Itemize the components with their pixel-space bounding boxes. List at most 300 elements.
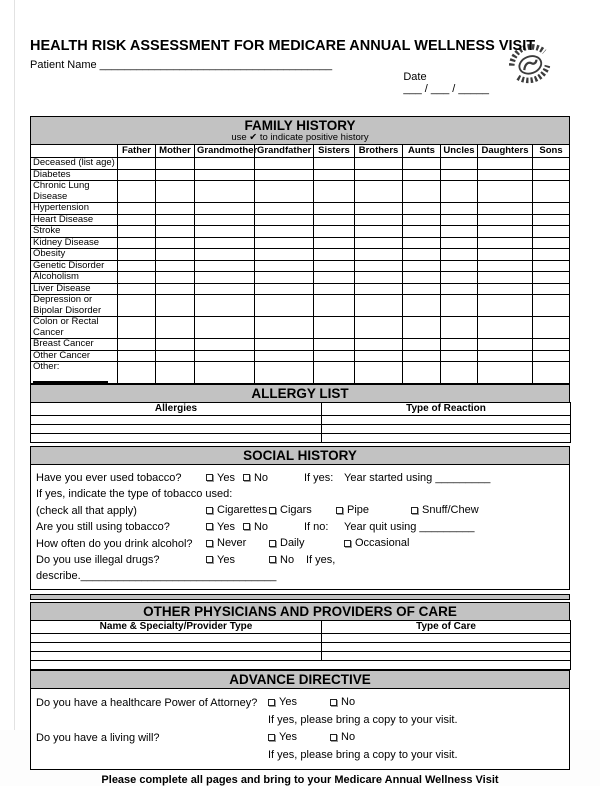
check-cell-stroke-grandmother[interactable] (195, 226, 255, 238)
checkbox-tobacco-type-cigars[interactable] (269, 502, 312, 518)
check-cell-stroke-mother[interactable] (156, 226, 195, 238)
check-cell-depression-or-bipolar-disorder-mother[interactable] (156, 295, 195, 317)
other-write-in-field[interactable] (33, 373, 108, 383)
check-cell-breast-cancer-sons[interactable] (533, 339, 570, 351)
check-cell-diabetes-sons[interactable] (533, 169, 570, 181)
allergy-row (31, 424, 571, 433)
check-cell-chronic-lung-disease-sons[interactable] (533, 181, 570, 203)
describe-field[interactable]: describe.________________________________ (36, 570, 277, 582)
check-cell-colon-or-rectal-cancer-father[interactable] (118, 317, 156, 339)
check-cell-genetic-disorder-uncles[interactable] (441, 260, 478, 272)
check-cell-liver-disease-mother[interactable] (156, 283, 195, 295)
checkbox-icon (330, 699, 337, 706)
row-label: Breast Cancer (31, 339, 118, 351)
family-history-row-hypertension (31, 203, 570, 215)
bring-copy-note: If yes, please bring a copy to your visit. (268, 749, 458, 761)
checkbox-group-tobacco-type (206, 502, 269, 518)
family-history-row-colon-or-rectal-cancer (31, 317, 570, 339)
family-history-header-row (31, 145, 570, 158)
check-cell-liver-disease-father[interactable] (118, 283, 156, 295)
check-cell-depression-or-bipolar-disorder-daughters[interactable] (478, 295, 533, 317)
question-ever-used-tobacco: Have you ever used tobacco? (36, 472, 182, 484)
checkbox-illegal-drugs-no[interactable] (269, 552, 294, 568)
checkbox-icon (206, 540, 213, 547)
checkbox-group-power-of-attorney (268, 694, 330, 711)
check-cell-breast-cancer-uncles[interactable] (441, 339, 478, 351)
advance-directive-header (30, 670, 570, 689)
check-cell-alcoholism-mother[interactable] (156, 272, 195, 284)
checkbox-icon (268, 699, 275, 706)
check-cell-obesity-aunts[interactable] (403, 249, 441, 261)
bring-copy-note: If yes, please bring a copy to your visit. (268, 714, 458, 726)
check-cell-deceased-list-age-grandfather[interactable] (255, 158, 314, 170)
check-cell-kidney-disease-father[interactable] (118, 237, 156, 249)
check-cell-alcoholism-sons[interactable] (533, 272, 570, 284)
check-cell-deceased-list-age-brothers[interactable] (355, 158, 403, 170)
check-cell-alcoholism-brothers[interactable] (355, 272, 403, 284)
social-history-title: SOCIAL HISTORY (243, 447, 357, 463)
check-cell-alcoholism-uncles[interactable] (441, 272, 478, 284)
row-label: Chronic Lung Disease (31, 181, 118, 203)
check-cell-kidney-disease-daughters[interactable] (478, 237, 533, 249)
checkbox-group-still-using-tobacco (206, 519, 304, 535)
check-cell-colon-or-rectal-cancer-daughters[interactable] (478, 317, 533, 339)
checkbox-label: No (341, 696, 356, 708)
checkbox-alcohol-never[interactable] (206, 535, 246, 551)
row-label: Other: (31, 362, 118, 384)
check-cell-depression-or-bipolar-disorder-sons[interactable] (533, 295, 570, 317)
check-cell-genetic-disorder-sons[interactable] (533, 260, 570, 272)
question-power-of-attorney: Do you have a healthcare Power of Attorney? (36, 697, 258, 709)
checkbox-label: Cigarettes (217, 504, 268, 516)
year-quit-field[interactable]: Year quit using _________ (344, 521, 475, 533)
checkbox-illegal-drugs-yes[interactable] (206, 552, 235, 568)
question-row (36, 519, 565, 536)
check-cell-hypertension-daughters[interactable] (478, 203, 533, 215)
check-cell-other-father[interactable] (118, 362, 156, 384)
question-still-using-tobacco: Are you still using tobacco? (36, 521, 170, 533)
physician-row (31, 652, 571, 661)
check-cell-heart-disease-daughters[interactable] (478, 214, 533, 226)
check-cell-chronic-lung-disease-grandfather[interactable] (255, 181, 314, 203)
check-all-note: (check all that apply) (36, 504, 137, 517)
checkbox-label: Yes (217, 553, 235, 566)
row-label: Hypertension (31, 203, 118, 215)
checkbox-group-alcohol (206, 535, 269, 551)
checkbox-alcohol-occasional[interactable] (344, 535, 409, 551)
check-cell-breast-cancer-grandmother[interactable] (195, 339, 255, 351)
checkbox-ever-used-tobacco-yes[interactable] (206, 470, 235, 486)
family-history-col-sons: Sons (533, 145, 570, 158)
check-cell-other-cancer-daughters[interactable] (478, 350, 533, 362)
checkbox-still-using-tobacco-yes[interactable] (206, 519, 235, 535)
row-label: Obesity (31, 249, 118, 261)
allergy-row (31, 415, 571, 424)
family-history-row-diabetes (31, 169, 570, 181)
checkbox-icon (206, 523, 213, 530)
checkbox-living-will-yes[interactable] (268, 729, 297, 746)
check-cell-breast-cancer-sisters[interactable] (314, 339, 355, 351)
allergy-entry-cell-allergies[interactable] (31, 424, 322, 433)
checkbox-alcohol-daily[interactable] (269, 535, 304, 551)
check-cell-breast-cancer-daughters[interactable] (478, 339, 533, 351)
check-cell-other-cancer-grandfather[interactable] (255, 350, 314, 362)
check-cell-deceased-list-age-grandmother[interactable] (195, 158, 255, 170)
check-cell-deceased-list-age-mother[interactable] (156, 158, 195, 170)
check-cell-hypertension-sons[interactable] (533, 203, 570, 215)
patient-name-field[interactable]: ______________________________________ (99, 59, 333, 71)
check-cell-diabetes-brothers[interactable] (355, 169, 403, 181)
page-title: HEALTH RISK ASSESSMENT FOR MEDICARE ANNUAL WELLNESS VISIT (30, 38, 536, 54)
check-cell-breast-cancer-aunts[interactable] (403, 339, 441, 351)
check-cell-other-sons[interactable] (533, 362, 570, 384)
check-cell-liver-disease-sisters[interactable] (314, 283, 355, 295)
check-cell-liver-disease-grandfather[interactable] (255, 283, 314, 295)
check-cell-alcoholism-father[interactable] (118, 272, 156, 284)
checkbox-label: Cigars (280, 504, 312, 516)
check-cell-obesity-father[interactable] (118, 249, 156, 261)
checkbox-group-living-will (330, 729, 363, 746)
check-cell-diabetes-father[interactable] (118, 169, 156, 181)
check-cell-liver-disease-sons[interactable] (533, 283, 570, 295)
family-history-row-liver-disease (31, 283, 570, 295)
physician-entry-cell-name-specialty-provider-type[interactable] (31, 643, 322, 652)
check-cell-other-cancer-sisters[interactable] (314, 350, 355, 362)
checkbox-group-illegal-drugs (269, 552, 306, 568)
row-label: Heart Disease (31, 214, 118, 226)
checkbox-power-of-attorney-no[interactable] (330, 694, 355, 711)
check-cell-kidney-disease-brothers[interactable] (355, 237, 403, 249)
patient-info-row (30, 59, 570, 107)
check-cell-stroke-sons[interactable] (533, 226, 570, 238)
check-cell-breast-cancer-grandfather[interactable] (255, 339, 314, 351)
checkbox-tobacco-type-snuff-chew[interactable] (411, 502, 479, 518)
check-cell-chronic-lung-disease-sisters[interactable] (314, 181, 355, 203)
check-cell-stroke-daughters[interactable] (478, 226, 533, 238)
check-cell-heart-disease-uncles[interactable] (441, 214, 478, 226)
allergy-entry-cell-allergies[interactable] (31, 433, 322, 442)
check-cell-liver-disease-aunts[interactable] (403, 283, 441, 295)
check-cell-hypertension-uncles[interactable] (441, 203, 478, 215)
check-cell-diabetes-sisters[interactable] (314, 169, 355, 181)
family-history-row-alcoholism (31, 272, 570, 284)
check-cell-deceased-list-age-aunts[interactable] (403, 158, 441, 170)
allergy-entry-cell-type-of-reaction[interactable] (322, 424, 571, 433)
checkbox-ever-used-tobacco-no[interactable] (243, 470, 268, 486)
question-row (36, 502, 565, 519)
check-cell-chronic-lung-disease-uncles[interactable] (441, 181, 478, 203)
check-cell-heart-disease-mother[interactable] (156, 214, 195, 226)
row-label: Deceased (list age) (31, 158, 118, 170)
row-label: Other Cancer (31, 350, 118, 362)
check-cell-other-grandmother[interactable] (195, 362, 255, 384)
checkbox-icon (330, 734, 337, 741)
question-row (36, 694, 565, 712)
allergy-entry-cell-allergies[interactable] (31, 415, 322, 424)
check-cell-diabetes-daughters[interactable] (478, 169, 533, 181)
checkbox-icon (206, 507, 213, 514)
checkbox-group-alcohol (344, 535, 417, 551)
check-cell-genetic-disorder-grandfather[interactable] (255, 260, 314, 272)
physician-entry-cell-type-of-care[interactable] (322, 652, 571, 661)
allergy-entry-cell-type-of-reaction[interactable] (322, 415, 571, 424)
physician-entry-cell-type-of-care[interactable] (322, 634, 571, 643)
allergy-col-type-of-reaction: Type of Reaction (322, 402, 571, 415)
check-cell-deceased-list-age-sisters[interactable] (314, 158, 355, 170)
check-cell-hypertension-sisters[interactable] (314, 203, 355, 215)
check-cell-chronic-lung-disease-mother[interactable] (156, 181, 195, 203)
checkbox-group-tobacco-type (269, 502, 336, 518)
check-cell-deceased-list-age-uncles[interactable] (441, 158, 478, 170)
checkbox-group-ever-used-tobacco (206, 470, 304, 486)
check-cell-heart-disease-sons[interactable] (533, 214, 570, 226)
check-cell-alcoholism-daughters[interactable] (478, 272, 533, 284)
check-cell-deceased-list-age-daughters[interactable] (478, 158, 533, 170)
check-cell-chronic-lung-disease-father[interactable] (118, 181, 156, 203)
check-cell-other-mother[interactable] (156, 362, 195, 384)
row-label: Alcoholism (31, 272, 118, 284)
check-cell-alcoholism-grandfather[interactable] (255, 272, 314, 284)
if-no-label: If no: (304, 521, 329, 533)
check-cell-obesity-grandmother[interactable] (195, 249, 255, 261)
checkbox-group-living-will (268, 729, 330, 746)
question-living-will: Do you have a living will? (36, 732, 160, 744)
check-cell-chronic-lung-disease-aunts[interactable] (403, 181, 441, 203)
family-history-col-uncles: Uncles (441, 145, 478, 158)
family-history-row-stroke (31, 226, 570, 238)
question-alcohol: How often do you drink alcohol? (36, 537, 193, 550)
check-cell-depression-or-bipolar-disorder-grandmother[interactable] (195, 295, 255, 317)
check-cell-other-cancer-brothers[interactable] (355, 350, 403, 362)
family-history-row-other (31, 362, 570, 384)
checkbox-tobacco-type-cigarettes[interactable] (206, 502, 267, 518)
check-cell-stroke-father[interactable] (118, 226, 156, 238)
physician-entry-cell-name-specialty-provider-type[interactable] (31, 652, 322, 661)
check-cell-colon-or-rectal-cancer-grandmother[interactable] (195, 317, 255, 339)
check-cell-colon-or-rectal-cancer-brothers[interactable] (355, 317, 403, 339)
check-cell-heart-disease-father[interactable] (118, 214, 156, 226)
check-cell-genetic-disorder-grandmother[interactable] (195, 260, 255, 272)
check-cell-deceased-list-age-father[interactable] (118, 158, 156, 170)
checkbox-icon (344, 540, 351, 547)
check-cell-obesity-mother[interactable] (156, 249, 195, 261)
checkbox-tobacco-type-pipe[interactable] (336, 502, 369, 518)
check-cell-other-cancer-grandmother[interactable] (195, 350, 255, 362)
check-cell-obesity-daughters[interactable] (478, 249, 533, 261)
allergy-col-allergies: Allergies (31, 402, 322, 415)
checkbox-label: Yes (279, 696, 297, 708)
check-cell-hypertension-father[interactable] (118, 203, 156, 215)
check-cell-depression-or-bipolar-disorder-sisters[interactable] (314, 295, 355, 317)
question-row (36, 470, 565, 487)
family-history-header (30, 116, 570, 145)
checkbox-group-alcohol (269, 535, 344, 551)
advance-directive-title: ADVANCE DIRECTIVE (229, 672, 371, 687)
check-cell-other-aunts[interactable] (403, 362, 441, 384)
check-cell-kidney-disease-uncles[interactable] (441, 237, 478, 249)
check-cell-heart-disease-grandmother[interactable] (195, 214, 255, 226)
checkbox-icon (269, 540, 276, 547)
check-cell-depression-or-bipolar-disorder-brothers[interactable] (355, 295, 403, 317)
check-cell-heart-disease-grandfather[interactable] (255, 214, 314, 226)
check-cell-other-brothers[interactable] (355, 362, 403, 384)
check-cell-breast-cancer-brothers[interactable] (355, 339, 403, 351)
check-cell-obesity-grandfather[interactable] (255, 249, 314, 261)
check-cell-colon-or-rectal-cancer-aunts[interactable] (403, 317, 441, 339)
check-cell-kidney-disease-sons[interactable] (533, 237, 570, 249)
check-cell-colon-or-rectal-cancer-sisters[interactable] (314, 317, 355, 339)
check-cell-other-cancer-father[interactable] (118, 350, 156, 362)
family-history-title: FAMILY HISTORY (244, 118, 356, 133)
allergy-entry-cell-type-of-reaction[interactable] (322, 433, 571, 442)
check-cell-other-cancer-mother[interactable] (156, 350, 195, 362)
check-cell-heart-disease-sisters[interactable] (314, 214, 355, 226)
check-cell-colon-or-rectal-cancer-sons[interactable] (533, 317, 570, 339)
check-cell-genetic-disorder-aunts[interactable] (403, 260, 441, 272)
check-cell-deceased-list-age-sons[interactable] (533, 158, 570, 170)
check-cell-obesity-sisters[interactable] (314, 249, 355, 261)
check-cell-other-grandfather[interactable] (255, 362, 314, 384)
question-row (36, 729, 565, 747)
checkbox-label: Pipe (347, 504, 370, 516)
check-cell-chronic-lung-disease-daughters[interactable] (478, 181, 533, 203)
checkbox-label: Never (217, 537, 247, 549)
check-cell-chronic-lung-disease-grandmother[interactable] (195, 181, 255, 203)
question-row (36, 535, 565, 552)
check-cell-other-daughters[interactable] (478, 362, 533, 384)
row-label: Stroke (31, 226, 118, 238)
row-label: Kidney Disease (31, 237, 118, 249)
year-started-field[interactable]: Year started using _________ (344, 472, 491, 484)
check-cell-diabetes-grandmother[interactable] (195, 169, 255, 181)
checkbox-group-power-of-attorney (330, 694, 363, 711)
check-cell-genetic-disorder-mother[interactable] (156, 260, 195, 272)
checkbox-living-will-no[interactable] (330, 729, 355, 746)
checkbox-power-of-attorney-yes[interactable] (268, 694, 297, 711)
check-cell-stroke-uncles[interactable] (441, 226, 478, 238)
date-field[interactable]: ___ / ___ / _____ (403, 83, 489, 95)
check-cell-liver-disease-grandmother[interactable] (195, 283, 255, 295)
family-history-col-grandmother: Grandmother (195, 145, 255, 158)
checkbox-icon (411, 507, 418, 514)
family-history-table (30, 144, 570, 384)
checkbox-icon (206, 474, 213, 481)
physician-entry-cell-type-of-care[interactable] (322, 643, 571, 652)
check-cell-colon-or-rectal-cancer-grandfather[interactable] (255, 317, 314, 339)
physician-row (31, 634, 571, 643)
check-cell-colon-or-rectal-cancer-mother[interactable] (156, 317, 195, 339)
check-cell-stroke-aunts[interactable] (403, 226, 441, 238)
check-cell-liver-disease-brothers[interactable] (355, 283, 403, 295)
family-history-row-genetic-disorder (31, 260, 570, 272)
check-cell-alcoholism-grandmother[interactable] (195, 272, 255, 284)
allergy-table (30, 402, 571, 443)
check-cell-kidney-disease-mother[interactable] (156, 237, 195, 249)
check-cell-colon-or-rectal-cancer-uncles[interactable] (441, 317, 478, 339)
check-cell-kidney-disease-grandmother[interactable] (195, 237, 255, 249)
check-cell-breast-cancer-mother[interactable] (156, 339, 195, 351)
check-cell-genetic-disorder-brothers[interactable] (355, 260, 403, 272)
patient-name-label: Patient Name (30, 59, 97, 71)
allergy-row (31, 433, 571, 442)
family-history-row-breast-cancer (31, 339, 570, 351)
check-cell-diabetes-uncles[interactable] (441, 169, 478, 181)
if-yes-label: If yes: (304, 472, 334, 484)
check-cell-heart-disease-brothers[interactable] (355, 214, 403, 226)
row-label: Depression or Bipolar Disorder (31, 295, 118, 317)
check-cell-depression-or-bipolar-disorder-grandfather[interactable] (255, 295, 314, 317)
check-cell-hypertension-mother[interactable] (156, 203, 195, 215)
check-cell-other-uncles[interactable] (441, 362, 478, 384)
checkbox-still-using-tobacco-no[interactable] (243, 519, 268, 535)
check-cell-stroke-grandfather[interactable] (255, 226, 314, 238)
check-cell-heart-disease-aunts[interactable] (403, 214, 441, 226)
check-cell-liver-disease-daughters[interactable] (478, 283, 533, 295)
check-cell-stroke-brothers[interactable] (355, 226, 403, 238)
check-cell-depression-or-bipolar-disorder-father[interactable] (118, 295, 156, 317)
check-cell-kidney-disease-aunts[interactable] (403, 237, 441, 249)
check-cell-kidney-disease-sisters[interactable] (314, 237, 355, 249)
family-history-col-daughters: Daughters (478, 145, 533, 158)
check-cell-obesity-brothers[interactable] (355, 249, 403, 261)
physician-row (31, 643, 571, 652)
check-cell-genetic-disorder-father[interactable] (118, 260, 156, 272)
check-cell-hypertension-aunts[interactable] (403, 203, 441, 215)
check-cell-obesity-uncles[interactable] (441, 249, 478, 261)
physician-col-name-specialty-provider-type: Name & Specialty/Provider Type (31, 621, 322, 634)
check-cell-alcoholism-aunts[interactable] (403, 272, 441, 284)
check-cell-depression-or-bipolar-disorder-uncles[interactable] (441, 295, 478, 317)
check-cell-alcoholism-sisters[interactable] (314, 272, 355, 284)
check-cell-hypertension-grandfather[interactable] (255, 203, 314, 215)
check-cell-liver-disease-uncles[interactable] (441, 283, 478, 295)
check-cell-genetic-disorder-sisters[interactable] (314, 260, 355, 272)
check-cell-hypertension-grandmother[interactable] (195, 203, 255, 215)
check-cell-other-cancer-aunts[interactable] (403, 350, 441, 362)
check-cell-chronic-lung-disease-brothers[interactable] (355, 181, 403, 203)
check-cell-diabetes-grandfather[interactable] (255, 169, 314, 181)
section-divider-strip (30, 594, 570, 600)
date-label: Date (403, 71, 427, 83)
checkbox-label: No (253, 471, 269, 484)
checkbox-icon (269, 556, 276, 563)
family-history-corner-cell (31, 145, 118, 158)
check-cell-diabetes-aunts[interactable] (403, 169, 441, 181)
check-cell-kidney-disease-grandfather[interactable] (255, 237, 314, 249)
check-cell-other-cancer-sons[interactable] (533, 350, 570, 362)
physician-entry-cell[interactable] (31, 661, 571, 670)
allergy-list-title: ALLERGY LIST (251, 385, 349, 401)
question-row (36, 747, 565, 764)
physician-entry-cell-name-specialty-provider-type[interactable] (31, 634, 322, 643)
checkbox-label: Daily (280, 537, 305, 549)
checkbox-label: No (280, 553, 295, 566)
check-cell-other-cancer-uncles[interactable] (441, 350, 478, 362)
check-cell-diabetes-mother[interactable] (156, 169, 195, 181)
checkbox-group-tobacco-type (411, 502, 487, 518)
check-cell-breast-cancer-father[interactable] (118, 339, 156, 351)
check-cell-genetic-disorder-daughters[interactable] (478, 260, 533, 272)
check-cell-depression-or-bipolar-disorder-aunts[interactable] (403, 295, 441, 317)
check-cell-obesity-sons[interactable] (533, 249, 570, 261)
row-label: Colon or Rectal Cancer (31, 317, 118, 339)
check-cell-other-sisters[interactable] (314, 362, 355, 384)
family-history-row-other-cancer (31, 350, 570, 362)
family-history-subtitle: use ✔ to indicate positive history (231, 132, 369, 143)
check-cell-stroke-sisters[interactable] (314, 226, 355, 238)
check-cell-hypertension-brothers[interactable] (355, 203, 403, 215)
physician-header-row (31, 621, 571, 634)
